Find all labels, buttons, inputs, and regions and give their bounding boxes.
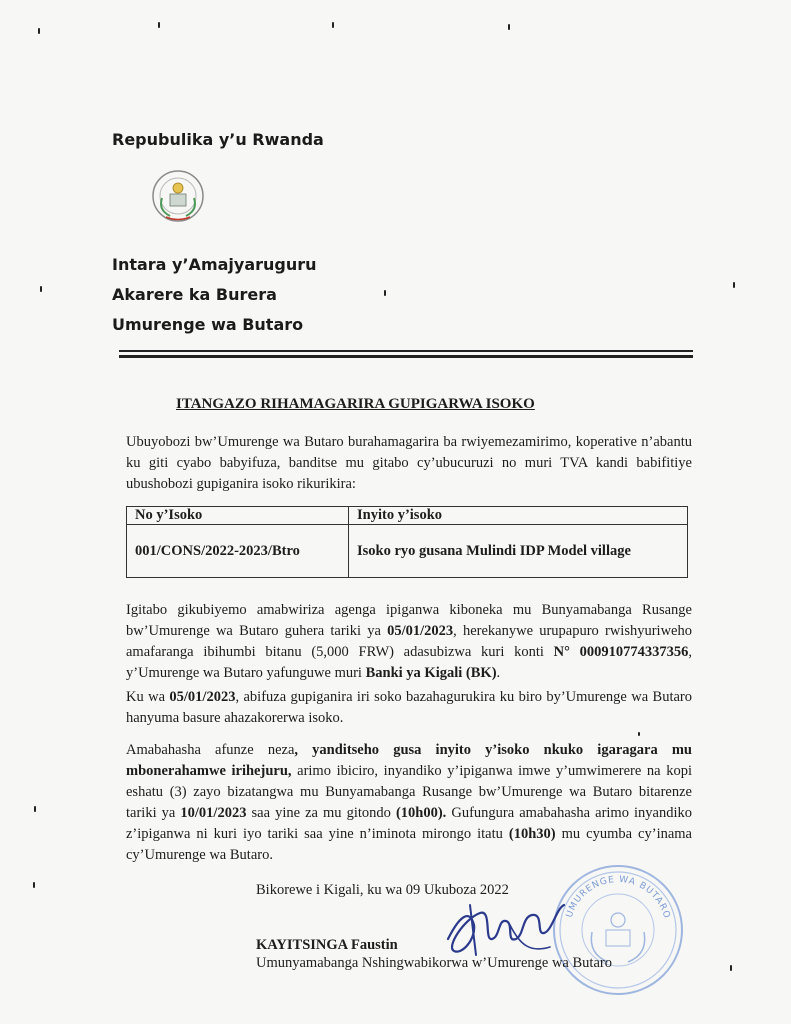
scan-speck: [38, 28, 40, 34]
documents-paragraph: [126, 600, 692, 684]
scan-speck: [733, 282, 735, 288]
bank-name: Banki ya Kigali (BK): [365, 665, 497, 681]
text-span: , herekanywe urupapuro rwishyuriweho amafaranga ibihumbi bitanu (5,000 FRW) adasubizwa kuri konti: [126, 623, 692, 660]
stamp-text: UMURENGE WA BUTARO: [564, 874, 672, 921]
signatory-name: KAYITSINGA Faustin: [256, 937, 398, 953]
text-span: Amabahasha afunze neza: [126, 742, 295, 758]
text-span: , abifuza gupiganira iri soko bazahagurukira ku biro by’Umurenge wa Butaro hanyuma basure ahazakorerwa isoko.: [126, 689, 692, 726]
text-span: arimo ibiciro, inyandiko y’ipiganwa imwe y’umwimerere na kopi eshatu (3) zayo bizatangwa mu Bunyamabanga Rusange bw’Umurenge wa Butaro bitarenze tariki ya: [126, 763, 692, 821]
intro-paragraph: Ubuyobozi bw’Umurenge wa Butaro burahamagarira ba rwiyemezamirimo, koperative n’abantu ku giti cyabo babyifuza, banditse mu gitabo cy’ubucuruzi no muri TVA kandi babifitiye ubushobozi gupiganira isoko rikurikira:: [126, 434, 692, 492]
scan-speck: [40, 286, 42, 292]
site-visit-date: 05/01/2023: [169, 689, 236, 705]
text-span: Ku wa: [126, 689, 170, 705]
scan-speck: [638, 732, 640, 736]
scan-speck: [33, 882, 35, 888]
envelope-instructions: , yanditseho gusa inyito y’isoko nkuko igaragara mu mbonerahamwe irihejuru,: [126, 742, 692, 779]
sector-heading: Umurenge wa Butaro: [112, 315, 304, 334]
availability-date: 05/01/2023: [387, 623, 454, 639]
submission-paragraph: [126, 740, 692, 866]
province-heading: Intara y’Amajyaruguru: [112, 255, 317, 274]
tender-table: [126, 506, 688, 578]
text-span: saa yine za mu gitondo: [246, 805, 396, 821]
table-row: [127, 525, 688, 578]
text-span: Gufungura amabahasha arimo inyandiko z’ipiganwa ni kuri iyo tariki saa yine n’iminota mirongo itatu: [126, 805, 692, 842]
column-header-tender-number: No y’Isoko: [127, 507, 349, 525]
tender-title: Isoko ryo gusana Mulindi IDP Model village: [349, 525, 688, 578]
tender-number: 001/CONS/2022-2023/Btro: [127, 525, 349, 578]
scan-speck: [384, 290, 386, 296]
text-span: .: [496, 665, 501, 681]
notice-title: ITANGAZO RIHAMAGARIRA GUPIGARWA ISOKO: [176, 396, 535, 412]
bank-account-number: N° 000910774337356: [553, 644, 689, 660]
country-heading: Repubulika y’u Rwanda: [112, 130, 324, 149]
scan-speck: [34, 806, 36, 812]
scan-speck: [332, 22, 334, 28]
site-visit-paragraph: [126, 687, 692, 729]
signatory-role: Umunyamabanga Nshingwabikorwa w’Umurenge wa Butaro: [256, 955, 612, 971]
table-header-row: [127, 507, 688, 525]
submission-deadline-date: 10/01/2023: [180, 805, 247, 821]
opening-time: (10h30): [508, 826, 556, 842]
header-divider: [119, 355, 693, 358]
text-span: Igitabo gikubiyemo amabwiriza agenga ipiganwa kiboneka mu Bunyamabanga Rusange bw’Umurenge wa Butaro guhera tariki ya: [126, 602, 692, 639]
place-and-date: Bikorewe i Kigali, ku wa 09 Ukuboza 2022: [256, 882, 509, 898]
text-span: , y’Umurenge wa Butaro yafunguwe muri: [126, 644, 692, 681]
text-span: mu cyumba cy’inama cy’Umurenge wa Butaro.: [126, 826, 692, 863]
scan-speck: [158, 22, 160, 28]
district-heading: Akarere ka Burera: [112, 285, 277, 304]
scan-speck: [508, 24, 510, 30]
column-header-tender-title: Inyito y’isoko: [349, 507, 688, 525]
header-divider: [119, 350, 693, 352]
submission-time: (10h00).: [395, 805, 447, 821]
rwanda-emblem-icon: [148, 168, 208, 224]
scan-speck: [730, 965, 732, 971]
